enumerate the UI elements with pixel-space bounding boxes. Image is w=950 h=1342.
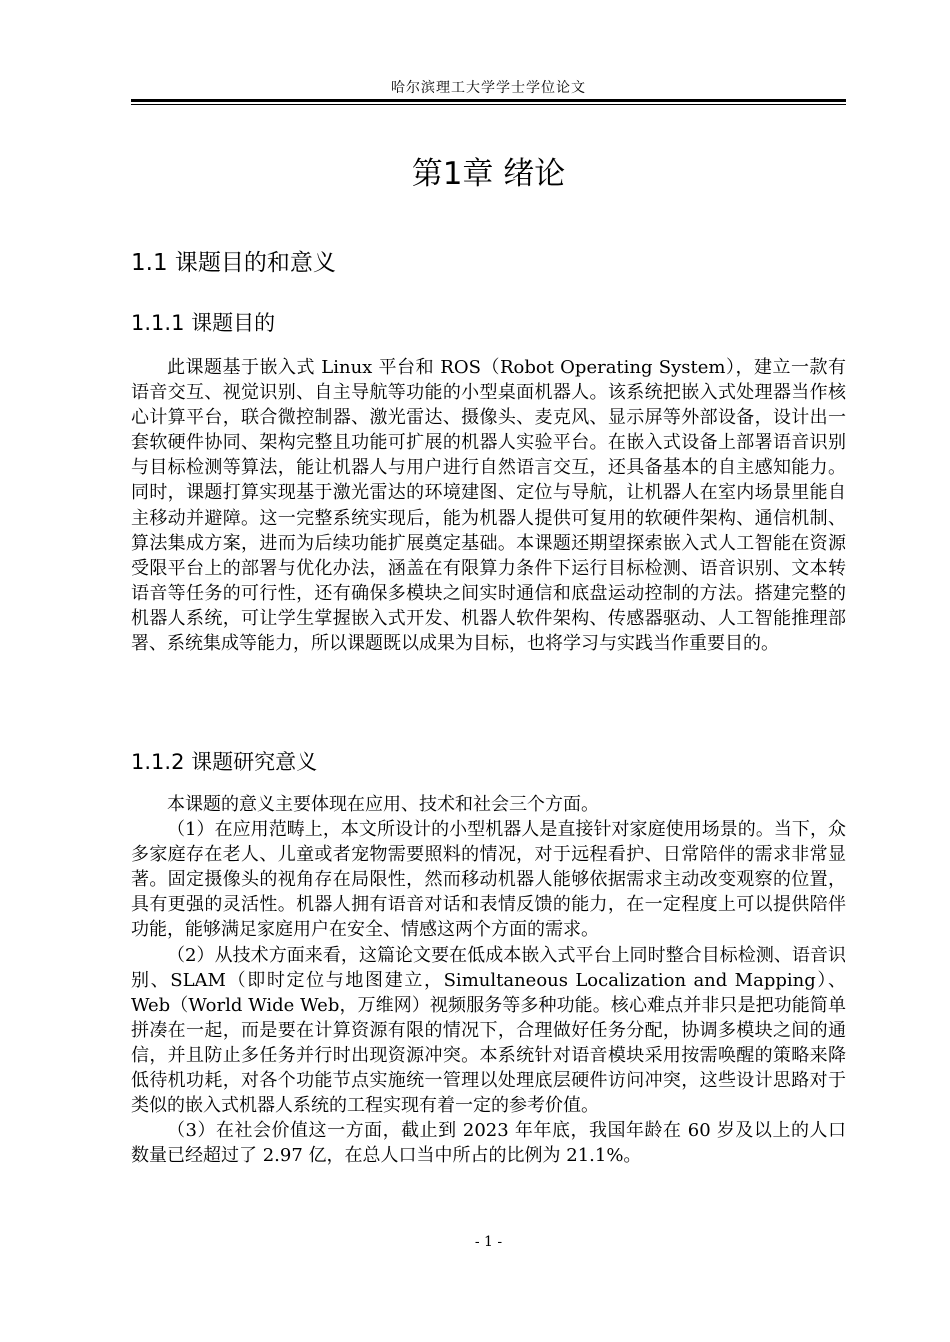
paragraph: （1）在应用范畴上，本文所设计的小型机器人是直接针对家庭使用场景的。当下，众多家庭存在老人、儿童或者宠物需要照料的情况，对于远程看护、日常陪伴的需求非常显著。固定摄像头的视角存在局限性，然而移动机器人能够依据需求主动改变观察的位置，具有更强的灵活性。机器人拥有语音对话和表情反馈的能力，在一定程度上可以提供陪伴功能，能够满足家庭用户在安全、情感这两个方面的需求。 <box>131 819 846 941</box>
header-rule-thick <box>131 99 846 102</box>
paragraph: （3）在社会价值这一方面，截止到 2023 年年底，我国年龄在 60 岁及以上的人口数量已经超过了 2.97 亿，在总人口当中所占的比例为 21.1%。 <box>131 1120 846 1167</box>
paragraph: （2）从技术方面来看，这篇论文要在低成本嵌入式平台上同时整合目标检测、语音识别、SLAM（即时定位与地图建立，Simultaneous Localization and Mapping）、Web（World Wide Web，万维网）视频服务等多种功能。核心难点并非只是把功能简单拼凑在一起，而是要在计算资源有限的情况下，合理做好任务分配，协调多模块之间的通信，并且防止多任务并行时出现资源冲突。本系统针对语音模块采用按需唤醒的策略来降低待机功耗，对各个功能节点实施统一管理以处理底层硬件访问冲突，这些设计思路对于类似的嵌入式机器人系统的工程实现有着一定的参考价值。 <box>131 944 846 1117</box>
paragraph: 本课题的意义主要体现在应用、技术和社会三个方面。 <box>167 794 599 815</box>
body-section-1-1-1 <box>131 355 846 656</box>
body-section-1-1-2 <box>131 792 846 1168</box>
chapter-title: 第1章 绪论 <box>411 156 566 192</box>
section-heading-1-1: 1.1 课题目的和意义 <box>131 250 336 276</box>
subsection-heading-1-1-1: 1.1.1 课题目的 <box>131 311 276 335</box>
page-number: - 1 - <box>474 1234 503 1250</box>
running-header-title: 哈尔滨理工大学学士学位论文 <box>391 80 586 96</box>
subsection-heading-1-1-2: 1.1.2 课题研究意义 <box>131 750 318 774</box>
paragraph: 此课题基于嵌入式 Linux 平台和 ROS（Robot Operating System），建立一款有语音交互、视觉识别、自主导航等功能的小型桌面机器人。该系统把嵌入式处理器当作核心计算平台，联合微控制器、激光雷达、摄像头、麦克风、显示屏等外部设备，设计出一套软硬件协同、架构完整且功能可扩展的机器人实验平台。在嵌入式设备上部署语音识别与目标检测等算法，能让机器人与用户进行自然语言交互，还具备基本的自主感知能力。同时，课题打算实现基于激光雷达的环境建图、定位与导航，让机器人在室内场景里能自主移动并避障。这一完整系统实现后，能为机器人提供可复用的软硬件架构、通信机制、算法集成方案，进而为后续功能扩展奠定基础。本课题还期望探索嵌入式人工智能在资源受限平台上的部署与优化办法，涵盖在有限算力条件下运行目标检测、语音识别、文本转语音等任务的可行性，还有确保多模块之间实时通信和底盘运动控制的方法。搭建完整的机器人系统，可让学生掌握嵌入式开发、机器人软件架构、传感器驱动、人工智能推理部署、系统集成等能力，所以课题既以成果为目标，也将学习与实践当作重要目的。 <box>131 357 846 655</box>
header-rule-thin <box>131 104 846 105</box>
